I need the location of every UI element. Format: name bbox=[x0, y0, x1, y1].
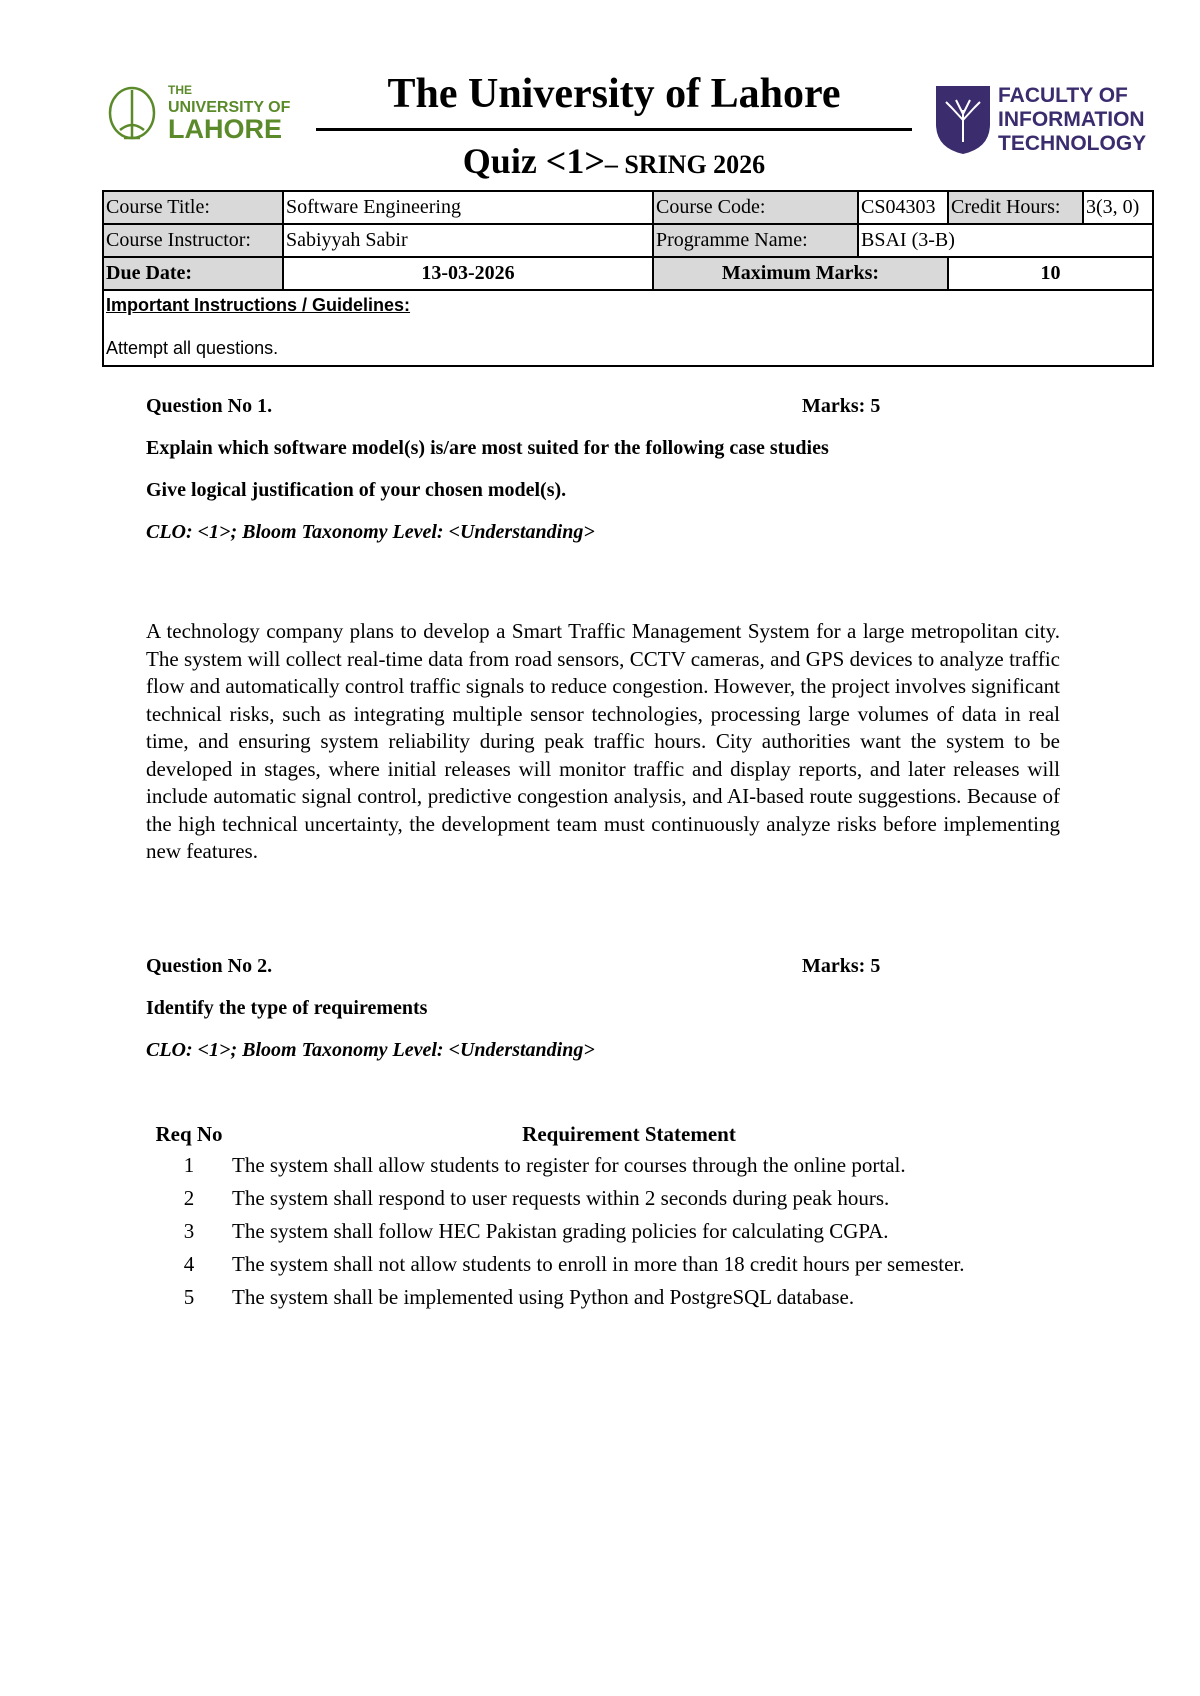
req-statement: The system shall be implemented using Python and PostgreSQL database. bbox=[232, 1285, 855, 1309]
req-no: 3 bbox=[183, 1219, 195, 1243]
req-statement-header: Requirement Statement bbox=[522, 1122, 736, 1146]
instructor-value: Sabiyyah Sabir bbox=[283, 224, 653, 257]
question-2-title: Question No 2. bbox=[146, 955, 273, 977]
req-no: 2 bbox=[183, 1186, 195, 1210]
question-1-clo: CLO: <1>; Bloom Taxonomy Level: <Understanding> bbox=[146, 521, 595, 543]
table-row bbox=[103, 224, 1153, 257]
req-statement: The system shall respond to user requests within 2 seconds during peak hours. bbox=[232, 1186, 890, 1210]
course-info-table bbox=[102, 190, 1154, 367]
programme-label: Programme Name: bbox=[653, 224, 858, 257]
course-title-value: Software Engineering bbox=[283, 191, 653, 224]
faculty-logo bbox=[932, 80, 1152, 158]
quiz-title bbox=[316, 140, 912, 182]
svg-text:LAHORE: LAHORE bbox=[168, 114, 282, 144]
req-statement: The system shall allow students to register for courses through the online portal. bbox=[232, 1153, 906, 1177]
quiz-number: Quiz <1> bbox=[462, 141, 605, 181]
table-row bbox=[150, 1248, 1030, 1281]
svg-text:UNIVERSITY OF: UNIVERSITY OF bbox=[168, 99, 291, 116]
credit-hours-value: 3(3, 0) bbox=[1083, 191, 1153, 224]
question-1-marks: Marks: 5 bbox=[802, 395, 881, 417]
svg-text:INFORMATION: INFORMATION bbox=[998, 108, 1145, 131]
programme-value: BSAI (3-B) bbox=[858, 224, 1153, 257]
table-row bbox=[150, 1215, 1030, 1248]
course-code-label: Course Code: bbox=[653, 191, 858, 224]
case-study-text: A technology company plans to develop a Smart Traffic Management System for a large metropolitan city. The system will collect real-time data from road sensors, CCTV cameras, and GPS devices to analyze traffic flow and automatically control traffic signals to reduce congestion. However, the project involves significant technical risks, such as integrating multiple sensor technologies, processing large volumes of data in real time, and ensuring system reliability during peak traffic hours. City authorities want the system to be developed in stages, where initial releases will monitor traffic and display reports, and later releases will include automatic signal control, predictive congestion analysis, and AI-based route suggestions. Because of the high technical uncertainty, the development team must continuously analyze risks before implementing new features. bbox=[146, 619, 1060, 863]
question-2-header bbox=[146, 955, 886, 978]
req-no: 4 bbox=[183, 1252, 195, 1276]
svg-text:THE: THE bbox=[168, 83, 192, 97]
title-rule bbox=[316, 128, 912, 131]
svg-text:FACULTY OF: FACULTY OF bbox=[998, 84, 1128, 107]
req-statement: The system shall not allow students to enroll in more than 18 credit hours per semester. bbox=[232, 1252, 965, 1276]
university-title: The University of Lahore bbox=[387, 71, 841, 117]
question-1-justification: Give logical justification of your chosen model(s). bbox=[146, 479, 567, 501]
question-1-header bbox=[146, 395, 886, 418]
question-1-instruction: Explain which software model(s) is/are most suited for the following case studies bbox=[146, 437, 829, 459]
question-1-title: Question No 1. bbox=[146, 395, 273, 417]
quiz-semester: – SRING 2026 bbox=[604, 150, 766, 179]
course-code-value: CS04303 bbox=[858, 191, 948, 224]
max-marks-label: Maximum Marks: bbox=[653, 257, 948, 290]
instructions-heading: Important Instructions / Guidelines: bbox=[106, 295, 411, 315]
university-logo bbox=[106, 80, 296, 146]
table-row bbox=[150, 1182, 1030, 1215]
question-2-instruction: Identify the type of requirements bbox=[146, 997, 428, 1019]
req-no: 1 bbox=[183, 1153, 195, 1177]
table-header-row bbox=[150, 1120, 1030, 1149]
instructions-text: Attempt all questions. bbox=[106, 338, 279, 358]
instructor-label: Course Instructor: bbox=[103, 224, 283, 257]
max-marks-value: 10 bbox=[948, 257, 1153, 290]
course-title-label: Course Title: bbox=[103, 191, 283, 224]
question-2-clo: CLO: <1>; Bloom Taxonomy Level: <Understanding> bbox=[146, 1039, 595, 1061]
table-row bbox=[103, 290, 1153, 366]
due-date-value: 13-03-2026 bbox=[283, 257, 653, 290]
table-row bbox=[150, 1149, 1030, 1182]
question-2-marks: Marks: 5 bbox=[802, 955, 881, 977]
req-no: 5 bbox=[183, 1285, 195, 1309]
svg-text:TECHNOLOGY: TECHNOLOGY bbox=[998, 132, 1147, 155]
table-row bbox=[150, 1281, 1030, 1314]
due-date-label: Due Date: bbox=[103, 257, 283, 290]
tower-emblem-icon bbox=[110, 88, 154, 138]
requirements-table bbox=[150, 1120, 1030, 1314]
table-row bbox=[103, 191, 1153, 224]
instructions-cell bbox=[103, 290, 1153, 366]
table-row bbox=[103, 257, 1153, 290]
req-no-header: Req No bbox=[155, 1122, 223, 1146]
req-statement: The system shall follow HEC Pakistan grading policies for calculating CGPA. bbox=[232, 1219, 889, 1243]
credit-hours-label: Credit Hours: bbox=[948, 191, 1083, 224]
